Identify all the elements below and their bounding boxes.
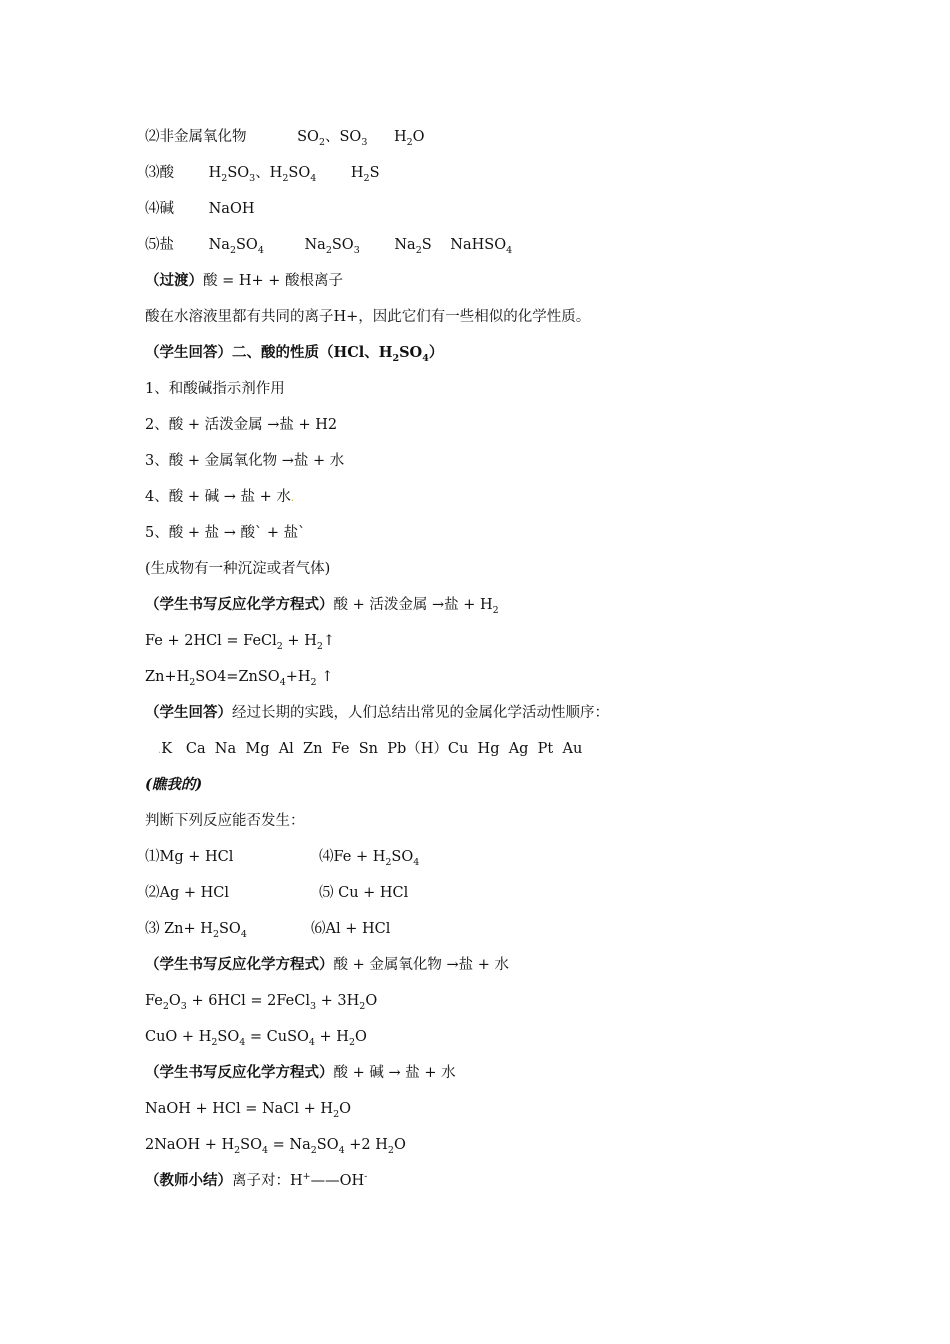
note: (生成物有一种沉淀或者气体) xyxy=(145,561,331,577)
formula: $Na_2SO_4$ xyxy=(208,237,264,256)
label: ⑶酸 xyxy=(145,165,174,181)
question-item: ⑸ Cu + HCl xyxy=(319,885,409,901)
line-base xyxy=(145,199,254,219)
formula: $Na_2SO_3$ xyxy=(304,237,360,256)
formula: NaHSO$_4$ xyxy=(450,237,513,256)
line-acid xyxy=(145,163,380,183)
formula: $H_2SO_3$、$H_2SO_4$ xyxy=(208,165,317,184)
section-tag: (瞧我的) xyxy=(145,776,203,793)
section-tag: （过渡） xyxy=(145,272,203,289)
list-item: 2、酸 + 活泼金属 →盐 + H2 xyxy=(145,417,338,433)
line-salt xyxy=(145,235,512,255)
line-student-write: （学生书写反应化学方程式）酸 + 碱 → 盐 + 水 xyxy=(145,1064,456,1081)
section-tag: （教师小结） xyxy=(145,1172,232,1189)
list-item: 5、酸 + 盐 → 酸` + 盐` xyxy=(145,525,306,541)
line-teacher-summary: （教师小结）离子对：H+——OH- xyxy=(145,1171,368,1189)
activity-series: .K Ca Na Mg Al Zn Fe Sn Pb（H）Cu Hg Ag Pt Au xyxy=(158,741,583,757)
equation: Fe + 2HCl = FeCl$_2$ + $H_2↑$ xyxy=(145,633,336,652)
label: ⑵非金属氧化物 xyxy=(145,129,247,145)
question-item: ⑴Mg + HCl xyxy=(145,849,234,865)
line-student-answer: （学生回答）经过长期的实践，人们总结出常见的金属化学活动性顺序： xyxy=(145,704,609,721)
formula: $H_2O$ xyxy=(393,129,425,148)
formula: $H_2S$ xyxy=(350,165,380,184)
line-student-write: （学生书写反应化学方程式）酸 + 金属氧化物 →盐 + 水 xyxy=(145,956,509,973)
question-item: ⑷Fe + $H_2SO_4$ xyxy=(319,849,420,868)
section-tag: （学生书写反应化学方程式） xyxy=(145,956,334,973)
list-item: 1、和酸碱指示剂作用 xyxy=(145,381,285,397)
paragraph: 酸在水溶液里都有共同的离子H+，因此它们有一些相似的化学性质。 xyxy=(145,309,591,325)
question-item: ⑵Ag + HCl xyxy=(145,885,229,901)
line-transition xyxy=(145,271,343,291)
section-tag: （学生书写反应化学方程式） xyxy=(145,596,334,613)
line-nonmetal-oxide xyxy=(145,127,425,147)
section-tag: （学生书写反应化学方程式） xyxy=(145,1064,334,1081)
equation: $Zn+H_2SO4=ZnSO_4+H_2$ ↑ xyxy=(145,669,334,688)
formula: $Na_2S$ xyxy=(394,237,432,256)
question-row xyxy=(145,847,419,867)
question-row xyxy=(145,883,408,903)
label: ⑸盐 xyxy=(145,237,174,253)
equation: NaOH + HCl = NaCl + $H_2O$ xyxy=(145,1101,351,1120)
question-item: ⑹Al + HCl xyxy=(311,921,391,937)
equation: $Fe_2O_3 + 6HCl$ = 2FeCl$_3$ + $3H_2O$ xyxy=(145,993,378,1012)
list-item: 3、酸 + 金属氧化物 →盐 + 水 xyxy=(145,453,345,469)
text: 酸 = H+ + 酸根离子 xyxy=(203,273,344,289)
question-prompt: 判断下列反应能否发生： xyxy=(145,813,305,829)
section-heading-acid-properties: （学生回答）二、酸的性质（HCl、$H_2SO_4$） xyxy=(145,344,444,364)
equation: CuO + $H_2SO_4$ = CuSO$_4$ + $H_2O$ xyxy=(145,1029,367,1048)
question-item: ⑶ $Zn+ H_2SO_4$ xyxy=(145,921,247,940)
equation: 2NaOH + $H_2SO_4 = Na_2SO_4 +2$ $H_2O$ xyxy=(145,1137,406,1156)
question-row xyxy=(145,919,390,939)
formula: NaOH xyxy=(208,201,255,217)
list-item: 4、酸 + 碱 → 盐 + 水. xyxy=(145,489,295,505)
label: ⑷碱 xyxy=(145,201,174,217)
line-student-write: （学生书写反应化学方程式）酸 + 活泼金属 →盐 + $H_2$ xyxy=(145,596,499,616)
section-tag: （学生回答） xyxy=(145,704,232,721)
formula: $SO_2$、$SO_3$ xyxy=(297,129,368,148)
